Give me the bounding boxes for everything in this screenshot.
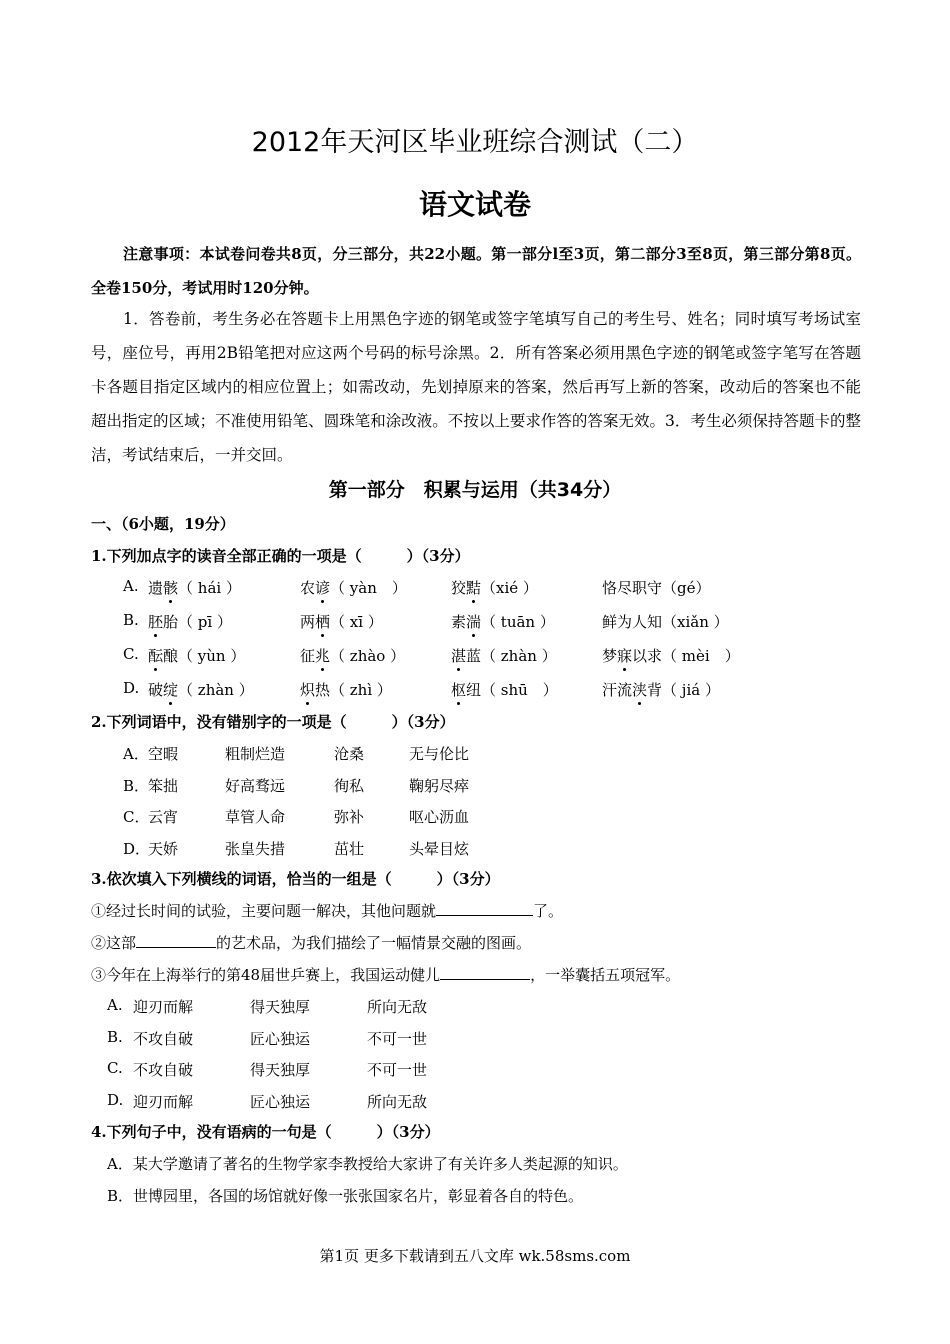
item-text: 酿（ yùn ） (163, 647, 246, 665)
q1-item (602, 679, 720, 700)
emphasized-char: 栖 (315, 613, 331, 631)
q2-word: 无与伦比 (409, 745, 470, 763)
q4-stem: 4.下列句子中，没有语病的一句是（ ）（3分） (91, 1123, 440, 1141)
option-label: C. (123, 645, 139, 663)
emphasized-char: 胚 (148, 613, 164, 631)
q2-word: 空暇 (148, 745, 179, 763)
q3-s2-text: ②这部 (91, 934, 137, 952)
q4-option-b: B．世博园里，各国的场馆就好像一张张国家名片，彰显着各自的特色。 (107, 1187, 584, 1205)
item-text: 恪 (602, 579, 618, 597)
q2-word: 云宵 (148, 808, 179, 826)
fill-blank (436, 901, 533, 916)
q2-word: 好高骛远 (225, 776, 286, 795)
q3-word: 匠心独运 (250, 1092, 311, 1111)
fill-blank (136, 933, 216, 948)
q1-item (300, 645, 405, 666)
item-text: （ tuān ） (481, 613, 555, 631)
item-text: 以求（ mèi ） (632, 647, 740, 665)
item-text: （xié ） (481, 579, 538, 597)
q3-word: 不可一世 (367, 1029, 428, 1048)
q3-word: 迎刃而解 (133, 1092, 194, 1111)
item-text: 胎（ pī ） (163, 613, 232, 631)
q2-word: 呕心沥血 (409, 808, 470, 826)
item-text: 热（ zhì ） (315, 681, 392, 699)
q3-word: 得天独厚 (250, 998, 311, 1016)
item-text: （ zhào ） (330, 647, 406, 665)
item-text: 梦 (602, 647, 618, 665)
q3-word: 所向无敌 (367, 1092, 428, 1111)
q3-word: 得天独厚 (250, 1061, 311, 1079)
q1-item (602, 645, 740, 666)
option-label: B． (123, 776, 150, 795)
exam-subtitle: 语文试卷 (418, 188, 531, 221)
q3-word: 不攻自破 (133, 1061, 194, 1079)
q1-item (451, 645, 557, 666)
q3-s1-end: 了。 (533, 902, 564, 920)
emphasized-char: 寐 (617, 647, 633, 665)
option-label: D. (123, 679, 140, 697)
q2-word: 茁壮 (334, 839, 365, 858)
emphasized-char: 湛 (451, 647, 467, 665)
q3-sentence-1 (91, 900, 563, 921)
instructions-paragraph: 1．答卷前，考生务必在答题卡上用黑色字迹的钢笔或签字笔填写自己的考生号、姓名；同时填写考场试室号，座位号，再用2B铅笔把对应这两个号码的标号涂黑。2．所有答案必须用黑色字迹的钢笔或签字笔写在答题卡各题目指定区域内的相应位置上；如需改动，先划掉原来的答案，然后再写上新的答案，改动后的答案也不能超出指定的区域；不准使用铅笔、圆珠笔和涂改液。不按以上要求作答的答案无效。3．考生必须保持答题卡的整洁，考试结束后，一并交回。 (91, 310, 861, 464)
section-heading: 一、（6小题，19分） (91, 515, 235, 533)
q1-item (148, 611, 232, 632)
item-text: 蓝（ zhàn ） (466, 647, 557, 665)
notice-paragraph: 注意事项：本试卷问卷共8页，分三部分，共22小题。第一部分l至3页，第二部分3至8页，第三部分第8页。全卷150分，考试用时120分钟。 (91, 245, 861, 297)
q1-item (602, 611, 729, 632)
item-text: 农 (300, 579, 316, 597)
q2-word: 笨拙 (148, 776, 179, 795)
q2-word: 沧桑 (334, 745, 365, 763)
item-text: 狡 (451, 579, 467, 597)
q1-item (602, 577, 711, 598)
q2-word: 徇私 (334, 776, 365, 795)
q2-word: 张皇失措 (225, 839, 286, 858)
emphasized-char: 骸 (163, 579, 179, 597)
q1-item (300, 679, 392, 700)
q1-item (300, 577, 407, 598)
q3-word: 不可一世 (367, 1061, 428, 1079)
option-label: C． (123, 808, 150, 826)
item-text: 背（ jiá ） (647, 681, 720, 699)
q3-word: 不攻自破 (133, 1029, 194, 1048)
q3-sentence-2 (91, 932, 531, 953)
q2-word: 粗制烂造 (225, 745, 286, 763)
option-label: D. (107, 1090, 124, 1109)
q2-word: 鞠躬尽瘁 (409, 776, 470, 795)
q3-word: 匠心独运 (250, 1029, 311, 1048)
emphasized-char: 酝 (148, 647, 164, 665)
item-text: 遗 (148, 579, 164, 597)
exam-title: 2012年天河区毕业班综合测试（二） (251, 127, 699, 158)
q1-item (148, 645, 245, 666)
q2-stem: 2.下列词语中，没有错别字的一项是（ ）（3分） (91, 713, 455, 731)
item-text: （ zhàn ） (178, 681, 254, 699)
emphasized-char: 兆 (315, 647, 331, 665)
item-text: 汗流 (602, 681, 633, 699)
q2-word: 弥补 (334, 808, 365, 826)
q1-item (148, 577, 241, 598)
part1-title: 第一部分 积累与运用（共34分） (328, 479, 622, 501)
q1-item (148, 679, 254, 700)
item-text: 尽职守（gé） (617, 579, 711, 597)
item-text: 素 (451, 613, 467, 631)
emphasized-char: 枢 (451, 681, 467, 699)
emphasized-char: 湍 (466, 613, 482, 631)
q3-word: 迎刃而解 (133, 998, 194, 1016)
item-text: 纽（ shū ） (466, 681, 558, 699)
option-label: C. (107, 1059, 123, 1077)
item-text: 为人知（xiǎn ） (617, 613, 729, 631)
option-label: A. (123, 577, 139, 595)
q3-sentence-3 (91, 964, 680, 985)
q1-stem: 1.下列加点字的读音全部正确的一项是（ ）（3分） (91, 547, 470, 565)
option-label: D． (123, 839, 151, 858)
q1-item (451, 679, 558, 700)
emphasized-char: 绽 (163, 681, 179, 699)
q1-item (451, 577, 538, 598)
q3-s2-end: 的艺术品，为我们描绘了一幅情景交融的图画。 (216, 934, 532, 952)
option-label: B. (107, 1027, 123, 1046)
item-text: 两 (300, 613, 316, 631)
option-label: B. (123, 611, 139, 629)
item-text: （ hái ） (178, 579, 241, 597)
item-text: （ xī ） (330, 613, 383, 631)
q2-word: 草管人命 (225, 808, 286, 826)
q3-word: 所向无敌 (367, 998, 428, 1016)
q2-word: 头晕目炫 (409, 839, 470, 858)
option-label: A. (107, 996, 123, 1014)
item-text: 鲜 (602, 613, 618, 631)
q3-s1-text: ①经过长时间的试验，主要问题一解决，其他问题就 (91, 902, 437, 920)
q3-s3-text: ③今年在上海举行的第48届世乒赛上，我国运动健儿 (91, 966, 441, 984)
q1-item (451, 611, 555, 632)
q2-word: 天娇 (148, 839, 179, 858)
emphasized-char: 黠 (466, 579, 482, 597)
q4-option-a: A．某大学邀请了著名的生物学家李教授给大家讲了有关许多人类起源的知识。 (107, 1155, 628, 1173)
q3-stem: 3.依次填入下列横线的词语，恰当的一组是（ ）（3分） (91, 870, 500, 888)
item-text: 征 (300, 647, 316, 665)
q3-s3-end: ，一举囊括五项冠军。 (530, 966, 681, 984)
emphasized-char: 谚 (315, 579, 331, 597)
emphasized-char: 炽 (300, 681, 316, 699)
q1-item (300, 611, 383, 632)
fill-blank (440, 965, 530, 980)
item-text: 破 (148, 681, 164, 699)
emphasized-char: 浃 (632, 681, 648, 699)
page-footer: 第1页 更多下载请到五八文库 wk.58sms.com (319, 1247, 631, 1265)
item-text: （ yàn ） (330, 579, 407, 597)
option-label: A． (123, 745, 149, 763)
